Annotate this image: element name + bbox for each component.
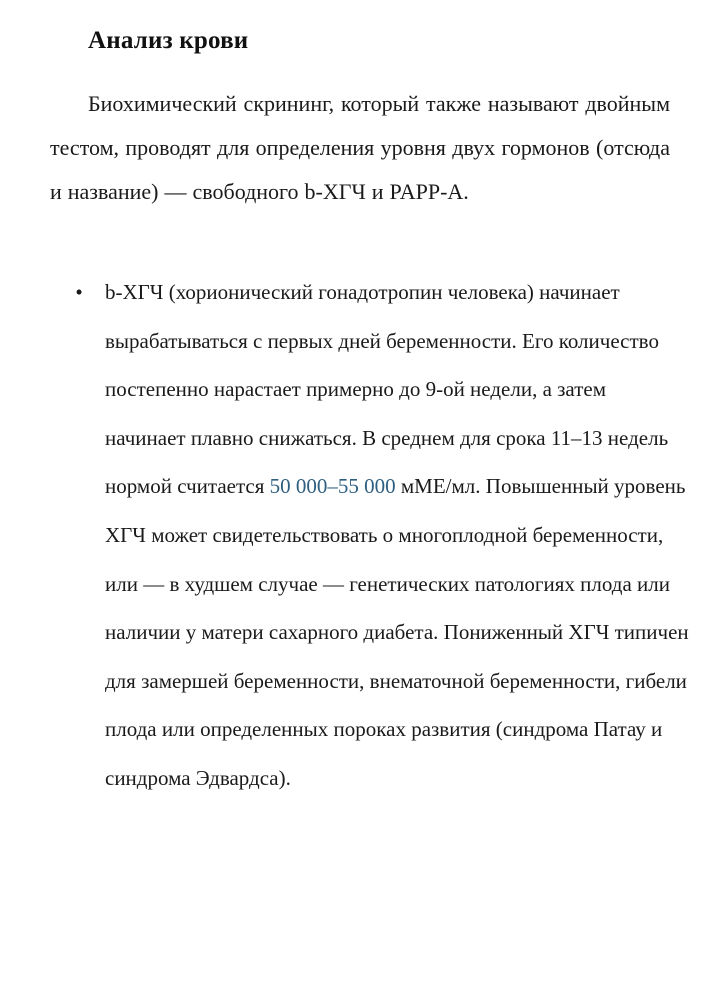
page-title: Анализ крови (88, 27, 249, 54)
reference-value-highlight: 50 000–55 000 (269, 474, 396, 499)
hormone-bullet-list (50, 268, 690, 803)
list-item-text-after-value: мМЕ/мл. Повышенный уровень ХГЧ может свидетельствовать о многоплодной беременности, или — в худшем случае — генетических патологиях плода или наличии у матери сахарного диабета. Пониженный ХГЧ типичен для замершей беременности, внематочной беременности, гибели плода или определенных пороках развития (синдрома Патау и синдрома Эдвардса). (105, 474, 689, 790)
bullet-marker-icon: • (75, 280, 83, 304)
list-item-text (105, 268, 690, 803)
intro-paragraph: Биохимический скрининг, который также называют двойным тестом, проводят для определения уровня двух гормонов (отсюда и название) — свободного b-ХГЧ и PAPP-A. (50, 91, 670, 204)
list-item-text-before-value: b-ХГЧ (хорионический гонадотропин человека) начинает вырабатываться с первых дней беременности. Его количество постепенно нарастает примерно до 9-ой недели, а затем начинает плавно снижаться. В среднем для срока 11–13 недель нормой считается (105, 280, 669, 499)
list-item (50, 268, 690, 803)
